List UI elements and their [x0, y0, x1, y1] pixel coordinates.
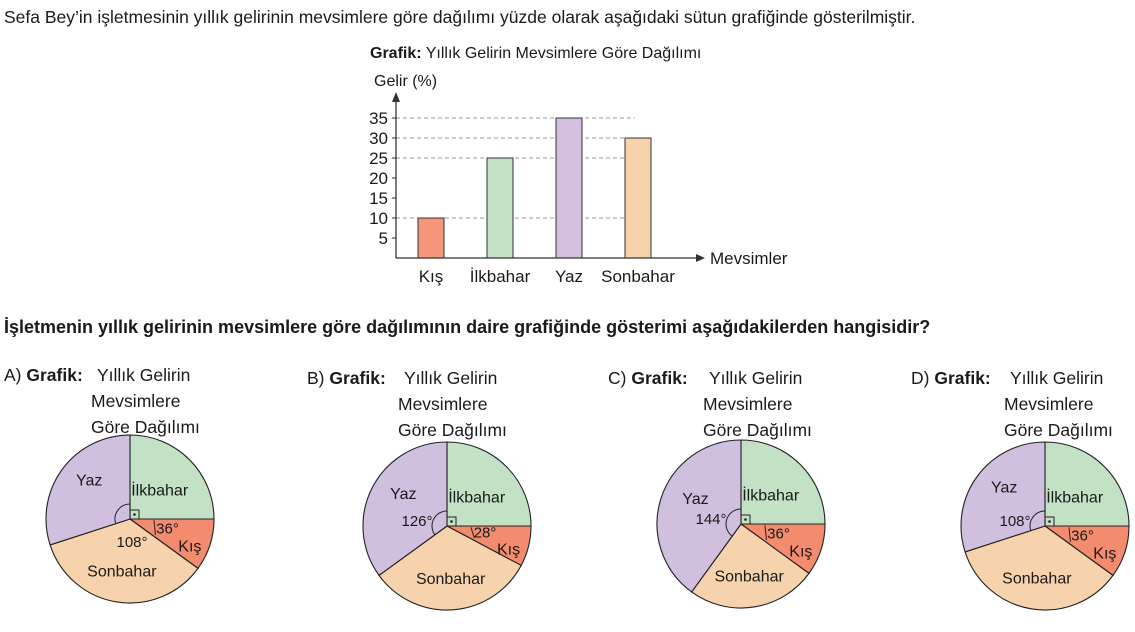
option-title-line: Yıllık Gelirin	[1010, 368, 1104, 388]
bar-1	[487, 158, 513, 258]
right-angle-dot	[1048, 520, 1051, 523]
bar-3	[625, 138, 651, 258]
option-title-line: Mevsimlere	[398, 394, 488, 414]
y-tick-label: 15	[369, 189, 388, 208]
pie-label-ilkbahar: İlkbahar	[742, 487, 800, 505]
option-title-line: Yıllık Gelirin	[709, 368, 803, 388]
option-title-line: Yıllık Gelirin	[404, 368, 498, 388]
bar-0	[418, 218, 444, 258]
y-tick-label: 25	[369, 149, 388, 168]
right-angle-dot	[450, 520, 453, 523]
pie-label-kis: Kış	[789, 543, 813, 561]
pie-label-kis: Kış	[1093, 545, 1117, 563]
chart-title: Grafik: Yıllık Gelirin Mevsimlere Göre Dağılımı	[370, 45, 702, 62]
x-axis-label: Mevsimler	[710, 249, 788, 268]
right-angle-dot	[744, 518, 747, 521]
option-title-line: Göre Dağılımı	[703, 420, 812, 440]
bar-2	[556, 118, 582, 258]
pie-slice-ilkbahar	[130, 435, 214, 519]
option-title-line: Yıllık Gelirin	[97, 365, 191, 385]
pie-label-kis: Kış	[497, 541, 521, 559]
pie-slice-ilkbahar	[447, 442, 531, 526]
angle-label-kis: 36°	[767, 525, 790, 543]
y-tick-label: 30	[369, 129, 388, 148]
pie-label-sonbahar: Sonbahar	[1002, 570, 1072, 588]
intro-text: Sefa Bey’in işletmesinin yıllık gelirinin mevsimlere göre dağılımı yüzde olarak aşağıdaki sütun grafiğinde gösterilmiştir.	[4, 7, 916, 27]
pie-label-ilkbahar: İlkbahar	[131, 482, 189, 500]
option-header	[911, 368, 991, 389]
option-header	[4, 365, 83, 386]
bar-chart	[360, 40, 810, 290]
x-axis-arrow	[696, 254, 705, 262]
pie-slice-ilkbahar	[741, 440, 825, 524]
y-tick-label: 5	[378, 229, 388, 248]
y-axis-arrow	[392, 92, 400, 102]
x-tick-label: Sonbahar	[601, 267, 675, 286]
pie-label-sonbahar: Sonbahar	[87, 563, 157, 581]
pie-label-ilkbahar: İlkbahar	[448, 489, 506, 507]
angle-label-kis: 36°	[1071, 527, 1094, 545]
option-title-line: Mevsimlere	[1004, 394, 1094, 414]
question-text: İşletmenin yıllık gelirinin mevsimlere göre dağılımının daire grafiğinde gösterimi aşağıdakilerden hangisidir?	[4, 317, 931, 337]
pie-chart	[26, 425, 234, 613]
option-title-line: Göre Dağılımı	[398, 420, 507, 440]
y-axis-label: Gelir (%)	[374, 73, 438, 90]
option-header	[307, 368, 386, 389]
option-title-line: Göre Dağılımı	[1004, 420, 1113, 440]
pie-label-ilkbahar: İlkbahar	[1046, 489, 1104, 507]
option-title-bold: Grafik:	[631, 368, 688, 388]
angle-label-yaz: 144°	[695, 511, 727, 528]
angle-label-yaz: 108°	[116, 534, 148, 551]
pie-chart	[637, 430, 845, 618]
option-title-bold: Grafik:	[934, 368, 991, 388]
right-angle-dot	[133, 513, 136, 516]
y-tick-label: 20	[369, 169, 388, 188]
angle-label-kis: 36°	[156, 520, 179, 538]
pie-label-yaz: Yaz	[390, 485, 417, 503]
pie-label-yaz: Yaz	[991, 479, 1018, 497]
option-letter: C)	[608, 368, 627, 388]
option-title-line: Göre Dağılımı	[91, 417, 200, 437]
pie-label-yaz: Yaz	[682, 490, 709, 508]
x-tick-label: Kış	[418, 267, 444, 286]
pie-chart	[941, 432, 1135, 620]
option-header	[608, 368, 688, 389]
option-title-line: Mevsimlere	[91, 391, 181, 411]
pie-label-sonbahar: Sonbahar	[714, 568, 784, 586]
angle-label-kis: 28°	[473, 524, 497, 542]
pie-label-yaz: Yaz	[76, 472, 103, 490]
option-title-bold: Grafik:	[26, 365, 83, 385]
option-letter: B)	[307, 368, 325, 388]
option-letter: D)	[911, 368, 930, 388]
y-tick-label: 10	[369, 209, 388, 228]
option-title-line: Mevsimlere	[703, 394, 793, 414]
angle-label-yaz: 126°	[401, 513, 433, 530]
x-tick-label: İlkbahar	[469, 267, 531, 286]
pie-label-sonbahar: Sonbahar	[415, 570, 486, 588]
option-letter: A)	[4, 365, 22, 385]
x-tick-label: Yaz	[554, 267, 584, 286]
angle-label-yaz: 108°	[999, 513, 1031, 530]
pie-chart	[343, 432, 551, 620]
pie-label-kis: Kış	[178, 538, 202, 556]
y-tick-label: 35	[369, 109, 388, 128]
option-title-bold: Grafik:	[329, 368, 386, 388]
pie-slice-ilkbahar	[1045, 442, 1129, 526]
